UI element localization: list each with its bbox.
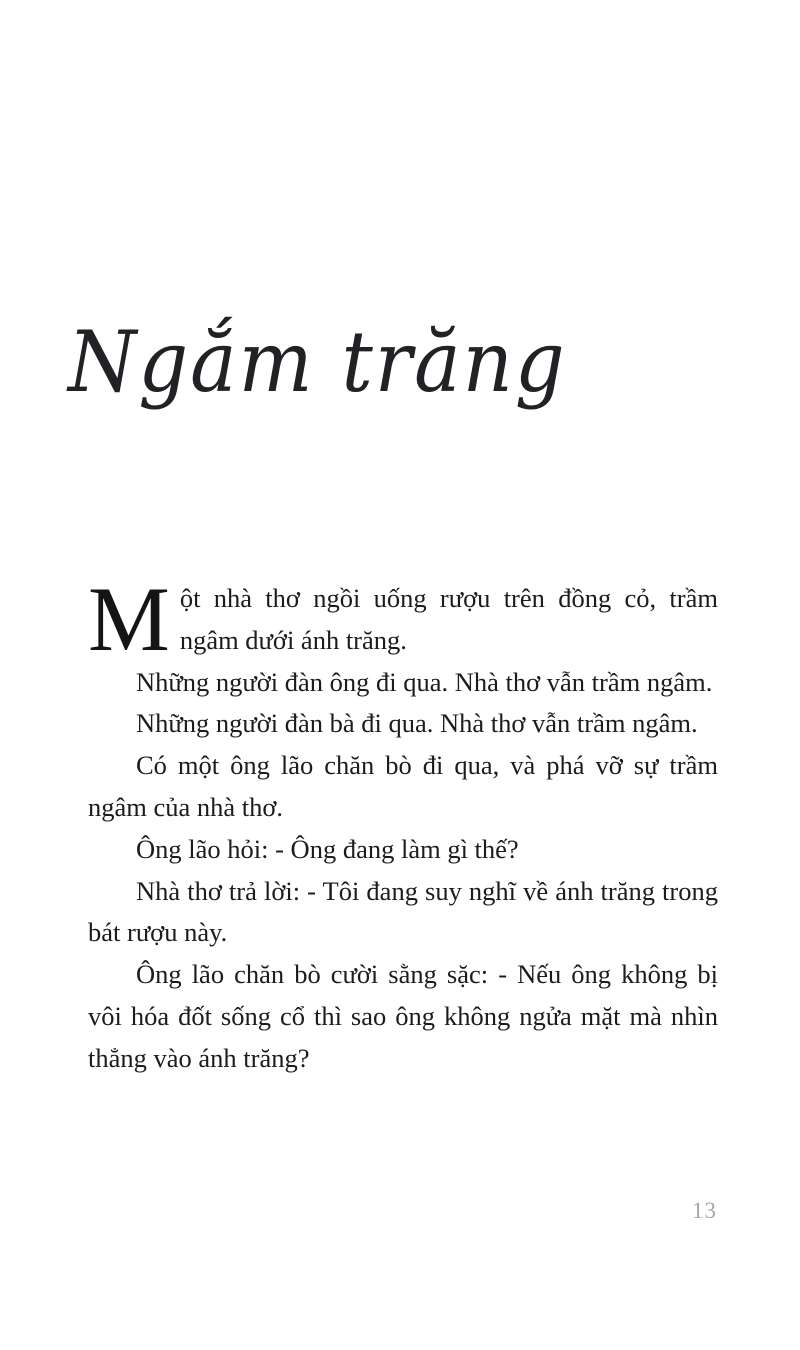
paragraph: Ông lão hỏi: - Ông đang làm gì thế? xyxy=(136,833,519,864)
paragraph xyxy=(88,568,718,670)
drop-cap: M xyxy=(88,568,170,670)
paragraph: Nhà thơ trả lời: - Tôi đang suy nghĩ về ánh trăng trong bát rượu này. xyxy=(88,875,718,948)
page-number: 13 xyxy=(692,1198,717,1223)
story-text xyxy=(88,568,718,1080)
paragraph: Có một ông lão chăn bò đi qua, và phá vỡ sự trầm ngâm của nhà thơ. xyxy=(88,750,718,822)
chapter-title: Ngắm trăng xyxy=(68,314,567,412)
paragraph: Những người đàn ông đi qua. Nhà thơ vẫn trầm ngâm. xyxy=(136,666,713,697)
paragraph-text: ột nhà thơ ngồi uống rượu trên đồng cỏ, trầm ngâm dưới ánh trăng. xyxy=(179,583,718,655)
paragraph: Những người đàn bà đi qua. Nhà thơ vẫn trầm ngâm. xyxy=(136,708,698,739)
paragraph: Ông lão chăn bò cười sằng sặc: - Nếu ông không bị vôi hóa đốt sống cổ thì sao ông không ngửa mặt mà nhìn thẳng vào ánh trăng? xyxy=(88,959,718,1073)
